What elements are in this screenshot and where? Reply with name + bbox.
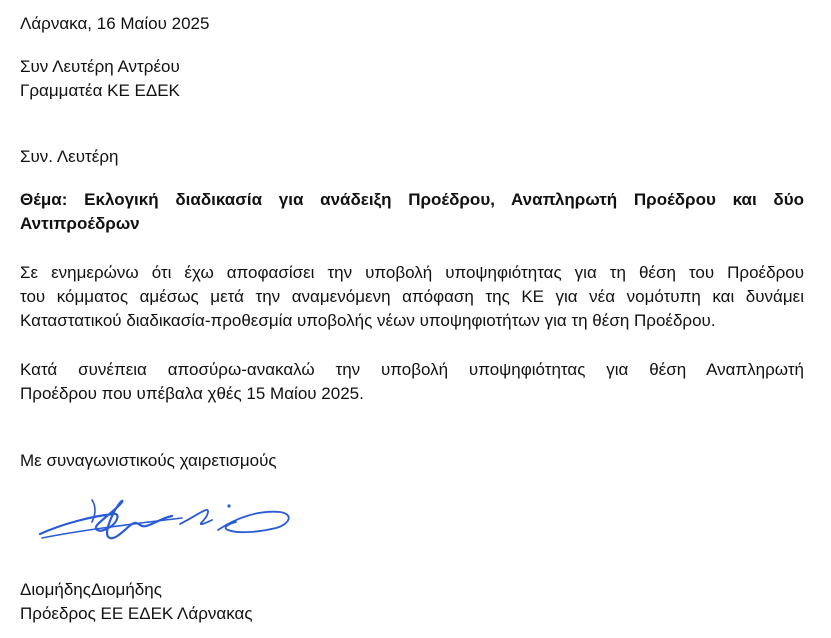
subject-line: Αντιπροέδρων — [20, 214, 140, 233]
signature-stroke-flourish — [92, 500, 95, 522]
paragraph-line: Προέδρου που υπέβαλα χθές 15 Μαίου 2025. — [20, 384, 364, 403]
closing: Με συναγωνιστικούς χαιρετισμούς — [20, 451, 277, 470]
paragraph-line: Κατά συνέπεια αποσύρω-ανακαλώ την υποβολή υποψηφιότητας για θέση Αναπληρωτή — [20, 360, 804, 379]
subject-line: Θέμα: Εκλογική διαδικασία για ανάδειξη Προέδρου, Αναπληρωτή Προέδρου και δύο — [20, 190, 804, 209]
signature-dot — [227, 504, 230, 507]
paragraph-line: Σε ενημερώνω ότι έχω αποφασίσει την υποβολή υποψηφιότητας για τη θέση του Προέδρου — [20, 263, 804, 282]
place-date: Λάρνακα, 16 Μαίου 2025 — [20, 14, 210, 33]
paragraph-2 — [20, 358, 804, 406]
paragraph-line: του κόμματος αμέσως μετά την αναμενόμενη απόφαση της ΚΕ για νέα νομότυπη και δυνάμει — [20, 287, 804, 306]
recipient-title: Γραμματέα ΚΕ ΕΔΕΚ — [20, 81, 180, 100]
signer-name: ΔιομήδηςΔιομήδης — [20, 580, 162, 599]
subject — [20, 187, 804, 235]
recipient-name: Συν Λευτέρη Αντρέου — [20, 57, 180, 76]
signature-strokes — [40, 500, 289, 538]
paragraph-1 — [20, 261, 804, 333]
salutation: Συν. Λευτέρη — [20, 147, 119, 166]
signature-stroke-underline — [42, 518, 182, 538]
signature-stroke-mid — [180, 510, 212, 524]
paragraph-line: Καταστατικού διαδικασία-προθεσμία υποβολής νέων υποψηφιοτήτων για τη θέση Προέδρου. — [20, 311, 716, 330]
signer-title: Πρόεδρος ΕΕ ΕΔΕΚ Λάρνακας — [20, 604, 253, 623]
signature-stroke-main — [40, 501, 172, 538]
signature-stroke-loop — [218, 512, 289, 532]
handwritten-signature — [22, 494, 312, 554]
